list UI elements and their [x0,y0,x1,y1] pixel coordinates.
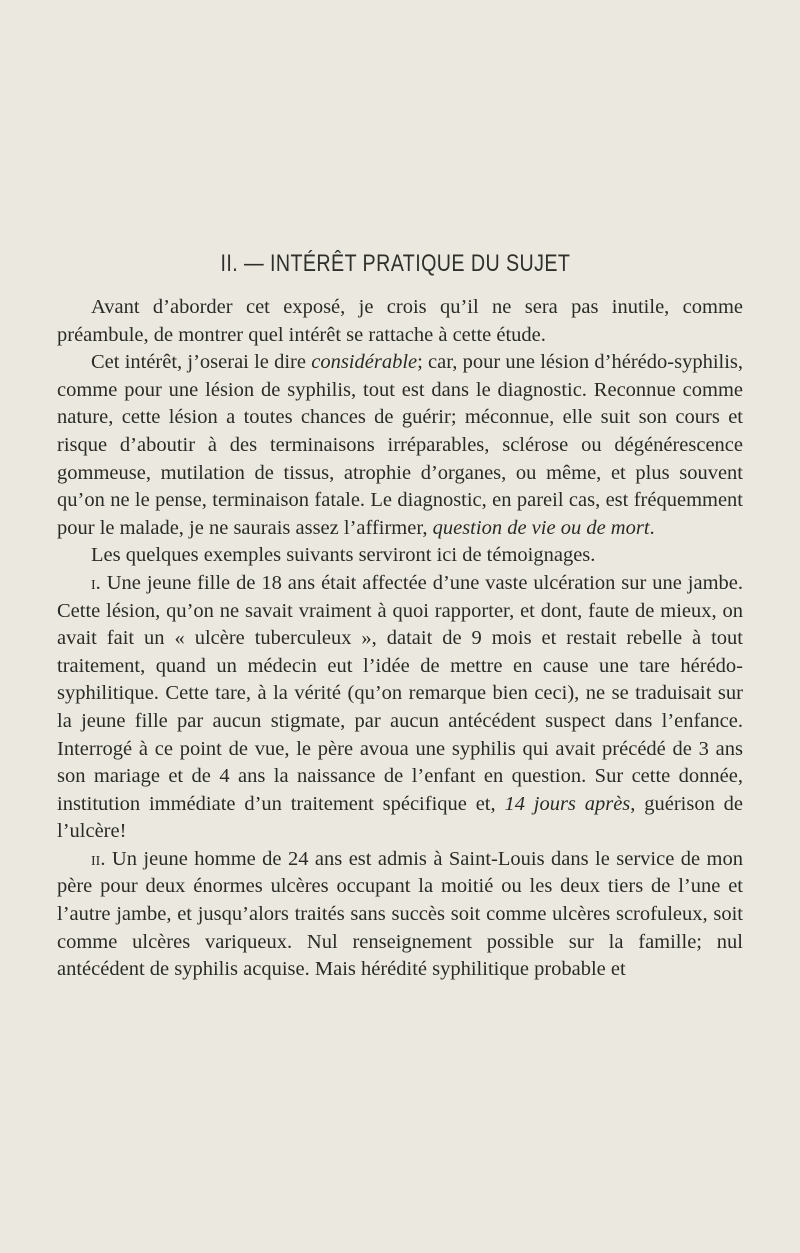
paragraph-examples-intro [57,542,743,570]
paragraph-text: Cet intérêt, j’oserai le dire [91,351,312,374]
case-number: ii. [91,847,106,870]
emphasis-text: 14 jours après [504,792,631,815]
emphasis-text: question de vie ou de mort [432,516,650,539]
section-dash: — [243,250,265,277]
paragraph-case-2 [57,846,743,984]
paragraph-intro [57,294,743,349]
paragraph-text: . [649,516,655,539]
section-title: INTÉRÊT PRATIQUE DU SUJET [269,250,571,277]
section-number: II. [220,250,239,277]
body-text [57,294,743,984]
paragraph-text: Les quelques exemples suivants serviront ici de témoignages. [91,544,596,567]
section-heading [76,250,716,278]
paragraph-case-1 [57,570,743,846]
case-number: i. [91,571,101,594]
paragraph-text: Avant d’aborder cet exposé, je crois qu’il ne sera pas inutile, comme préambule, de montrer quel intérêt se rattache à cette étude. [57,296,743,346]
paragraph-text: ; car, pour une lésion d’hérédo-syphilis, comme pour une lésion de syphilis, tout est dans le diagnostic. Reconnue comme nature, cette lésion a toutes chances de guérir; méconnue, elle suit son cours et risque d’aboutir à des terminaisons irréparables, sclérose ou dégénérescence gommeuse, mutilation de tissus, atrophie d’organes, ou même, et plus souvent qu’on ne le pense, terminaison fatale. Le diagnostic, en pareil cas, est fréquemment pour le malade, je ne saurais assez l’affirmer, [57,351,744,539]
paragraph-interest [57,349,743,542]
emphasis-text: considérable [311,351,418,374]
paragraph-text: Une jeune fille de 18 ans était affectée d’une vaste ulcération sur une jambe. Cette lésion, qu’on ne savait vraiment à quoi rapporter, et dont, faute de mieux, on avait fait un « ulcère tuberculeux », datait de 9 mois et restait rebelle à tout traitement, quand un médecin eut l’idée de mettre en cause une tare hérédo-syphilitique. Cette tare, à la vérité (qu’on remarque bien ceci), ne se traduisait sur la jeune fille par aucun stigmate, par aucun antécédent suspect dans l’enfance. Interrogé à ce point de vue, le père avoua une syphilis qui avait précédé de 3 ans son mariage et de 4 ans la naissance de l’enfant en question. Sur cette donnée, institution immédiate d’un traitement spécifique et, [57,571,743,815]
paragraph-text: Un jeune homme de 24 ans est admis à Saint-Louis dans le service de mon père pour deux énormes ulcères occupant la moitié ou les deux tiers de l’une et l’autre jambe, et jusqu’alors traités sans succès soit comme ulcères scrofuleux, soit comme ulcères variqueux. Nul renseignement possible sur la famille; nul antécédent de syphilis acquise. Mais hérédité syphilitique probable et [57,847,743,981]
paragraph-text: , guérison de l’ulcère! [57,792,743,843]
